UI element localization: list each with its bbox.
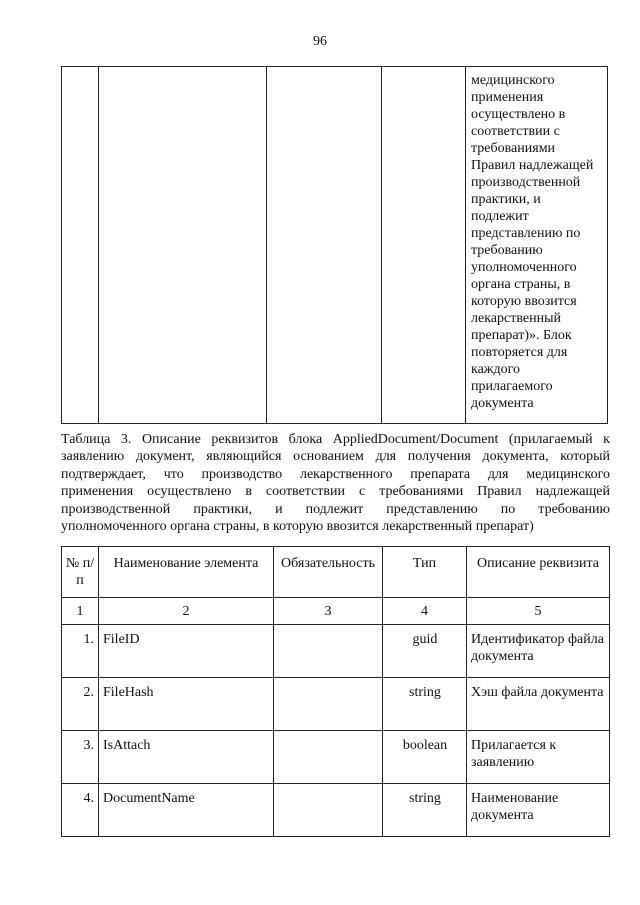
continuation-line: требованиями	[471, 141, 556, 156]
cell-type	[382, 67, 466, 424]
row-number: 3.	[62, 731, 99, 784]
continuation-line: практики, и	[471, 192, 541, 207]
continuation-line: органа страны, в	[471, 277, 571, 292]
continuation-line: соответствии с	[471, 124, 560, 139]
element-description: Прилагается к заявлению	[467, 731, 610, 784]
table-row	[62, 784, 610, 837]
continuation-line: документа	[471, 396, 534, 411]
cell-required	[267, 67, 382, 424]
element-type: string	[383, 678, 467, 731]
continuation-line: повторяется для	[471, 345, 568, 360]
continuation-text	[466, 67, 607, 412]
continuation-line: применения	[471, 90, 544, 105]
continuation-line: медицинского	[471, 73, 555, 88]
row-number: 1.	[62, 625, 99, 678]
column-number: 5	[467, 598, 610, 625]
element-name: FileID	[99, 625, 274, 678]
element-description: Наименование документа	[467, 784, 610, 837]
continuation-line: лекарственный	[471, 311, 561, 326]
continuation-line: которую ввозится	[471, 294, 577, 309]
header-row	[62, 547, 610, 598]
element-name: IsAttach	[99, 731, 274, 784]
column-number: 1	[62, 598, 99, 625]
cell-name	[99, 67, 267, 424]
required-flag	[274, 625, 383, 678]
continuation-line: прилагаемого	[471, 379, 553, 394]
continuation-line: требованию	[471, 243, 543, 258]
continuation-line: производственной	[471, 175, 581, 190]
required-flag	[274, 678, 383, 731]
table-row	[62, 731, 610, 784]
continuation-row	[62, 67, 608, 424]
header-name: Наименование элемента	[99, 547, 274, 598]
caption-line: Таблица 3. Описание реквизитов блока AppliedDocument/Document (прилагаемый к	[61, 432, 610, 447]
header-num: № п/п	[62, 547, 99, 598]
element-type: string	[383, 784, 467, 837]
continuation-line: осуществлено в	[471, 107, 566, 122]
caption-line: подтверждает, что производство лекарственного препарата для медицинского	[61, 466, 610, 482]
cell-num	[62, 67, 99, 424]
element-description: Идентификатор файла документа	[467, 625, 610, 678]
continuation-line: подлежит	[471, 209, 529, 224]
continuation-line: препарат)». Блок	[471, 328, 572, 343]
element-name: DocumentName	[99, 784, 274, 837]
column-number: 4	[383, 598, 467, 625]
header-required: Обязательность	[274, 547, 383, 598]
cell-description	[466, 67, 608, 424]
caption-line: производственной практики, и подлежит представлению по требованию	[61, 501, 610, 517]
element-type: boolean	[383, 731, 467, 784]
required-flag	[274, 784, 383, 837]
continuation-table	[61, 66, 608, 424]
row-number: 2.	[62, 678, 99, 731]
required-flag	[274, 731, 383, 784]
header-description: Описание реквизита	[467, 547, 610, 598]
caption-line: заявлению документ, являющийся основанием для получения документа, который	[61, 449, 610, 465]
caption-line: применения осуществлено в соответствии с требованиями Правил надлежащей	[61, 484, 610, 500]
continuation-line: Правил надлежащей	[471, 158, 594, 173]
element-description: Хэш файла документа	[467, 678, 610, 731]
continuation-line: каждого	[471, 362, 520, 377]
table-caption	[61, 431, 610, 535]
page-number: 96	[313, 34, 327, 49]
table-row	[62, 678, 610, 731]
column-number: 2	[99, 598, 274, 625]
element-type: guid	[383, 625, 467, 678]
continuation-line: представлению по	[471, 226, 581, 241]
table-row	[62, 625, 610, 678]
column-number: 3	[274, 598, 383, 625]
row-number: 4.	[62, 784, 99, 837]
continuation-line: уполномоченного	[471, 260, 577, 275]
caption-line: уполномоченного органа страны, в которую ввозится лекарственный препарат)	[61, 519, 534, 535]
header-type: Тип	[383, 547, 467, 598]
element-name: FileHash	[99, 678, 274, 731]
column-number-row	[62, 598, 610, 625]
requisites-table	[61, 546, 610, 837]
